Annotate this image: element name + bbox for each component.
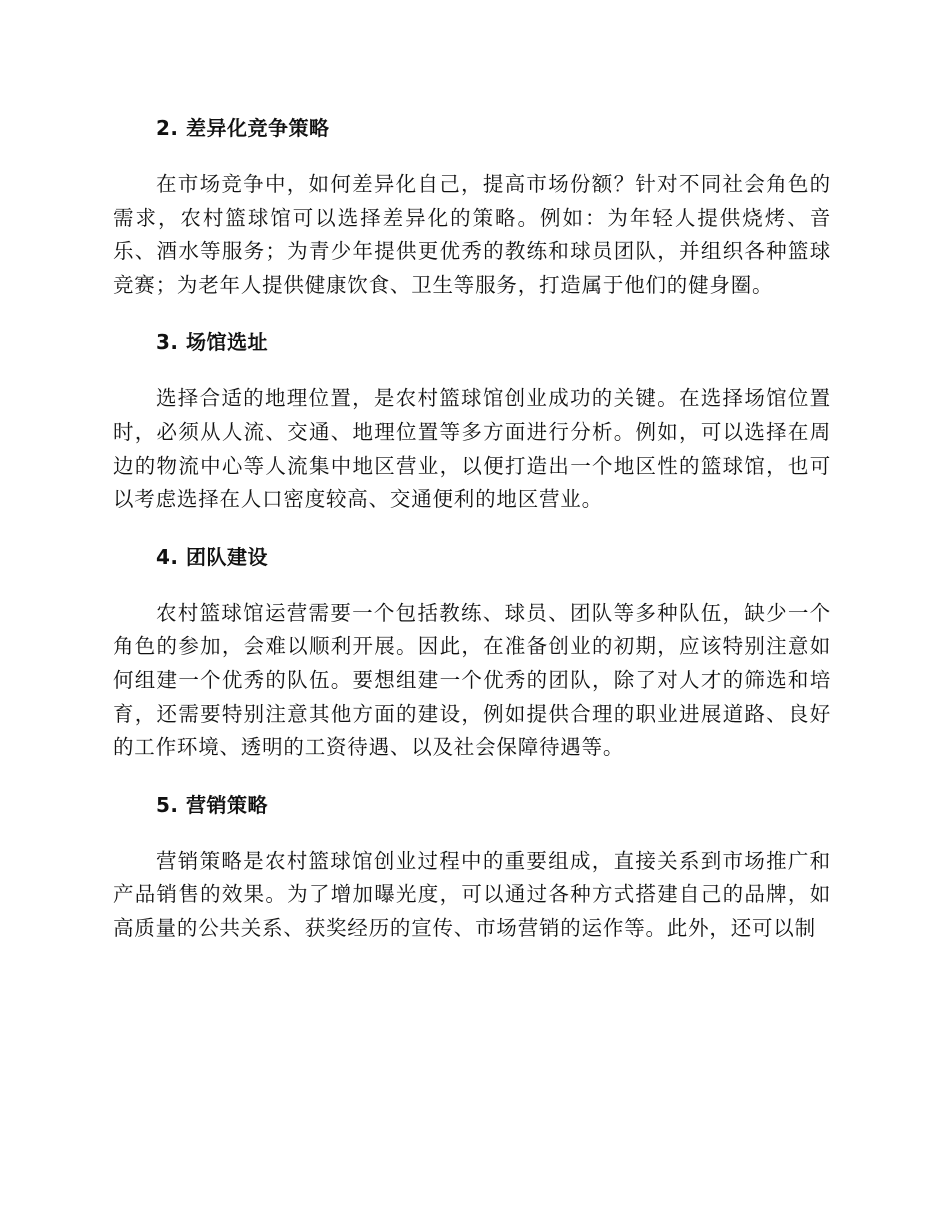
section-heading-site-selection: 3. 场馆选址	[156, 330, 268, 355]
section-heading-differentiation: 2. 差异化竞争策略	[156, 116, 330, 140]
section-paragraph-team-building: 农村篮球馆运营需要一个包括教练、球员、团队等多种队伍，缺少一个角色的参加，会难以顺利开展。因此，在准备创业的初期，应该特别注意如何组建一个优秀的队伍。要想组建一个优秀的团队，除了对人才的筛选和培育，还需要特别注意其他方面的建设，例如提供合理的职业进展道路、良好的工作环境、透明的工资待遇、以及社会保障待遇等。	[113, 600, 831, 760]
section-paragraph-site-selection: 选择合适的地理位置，是农村篮球馆创业成功的关键。在选择场馆位置时，必须从人流、交通、地理位置等多方面进行分析。例如，可以选择在周边的物流中心等人流集中地区营业，以便打造出一个地区性的篮球馆，也可以考虑选择在人口密度较高、交通便利的地区营业。	[113, 386, 831, 512]
section-paragraph-differentiation: 在市场竞争中，如何差异化自己，提高市场份额？针对不同社会角色的需求，农村篮球馆可以选择差异化的策略。例如：为年轻人提供烧烤、音乐、酒水等服务；为青少年提供更优秀的教练和球员团队，并组织各种篮球竞赛；为老年人提供健康饮食、卫生等服务，打造属于他们的健身圈。	[113, 172, 831, 297]
document-body	[113, 108, 831, 966]
section-heading-team-building: 4. 团队建设	[156, 544, 268, 569]
section-heading-marketing: 5. 营销策略	[156, 792, 268, 817]
section-paragraph-marketing: 营销策略是农村篮球馆创业过程中的重要组成，直接关系到市场推广和产品销售的效果。为了增加曝光度，可以通过各种方式搭建自己的品牌，如高质量的公共关系、获奖经历的宣传、市场营销的运作等。此外，还可以制	[113, 848, 831, 940]
